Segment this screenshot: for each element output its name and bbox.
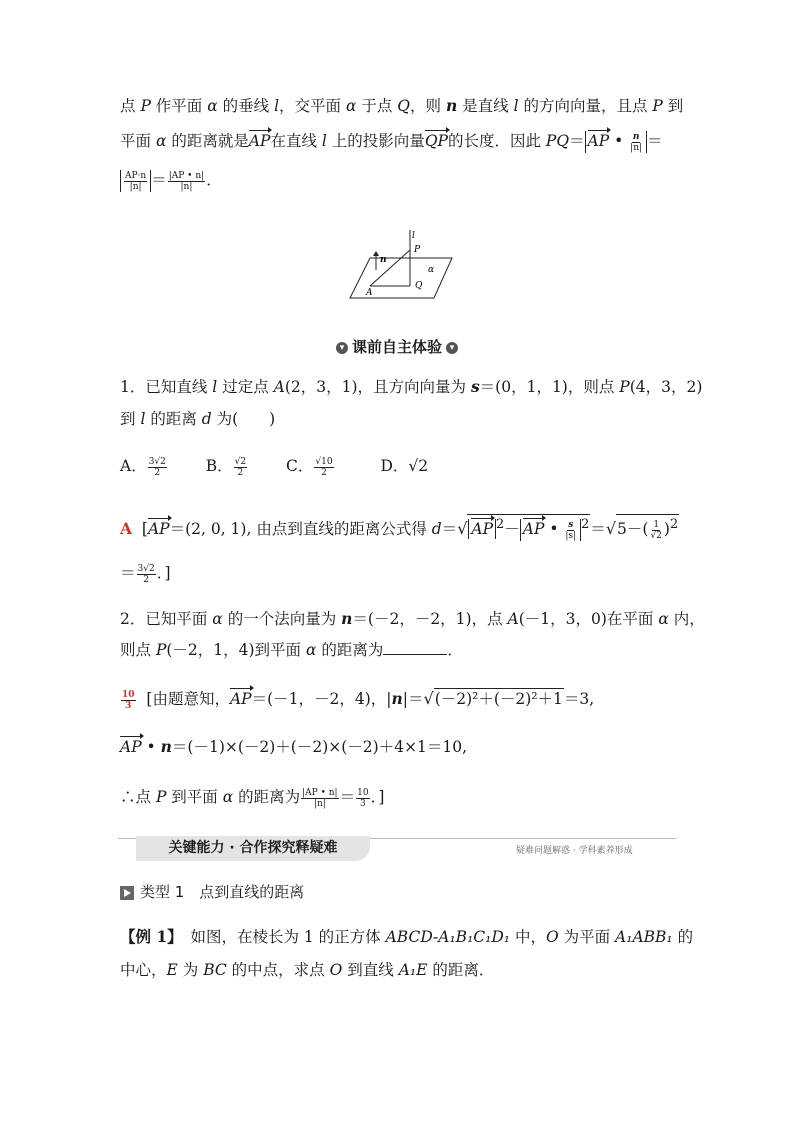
answer-2-line-1: $\frac{10}{3}$ [由题意知，AP＝(－1，－2，4)，|n|＝√(－2)²＋(－2)²＋1＝3, <box>122 689 595 711</box>
banner-subtitle: 疑难问题解惑 · 学科素养形成 <box>516 846 633 856</box>
q1-line-2: 到 l 的距离 d 为( ) <box>120 410 276 428</box>
answer-2-line-2: AP • n＝(－1)×(－2)＋(－2)×(－2)＋4×1＝10, <box>120 737 468 756</box>
intro-line-2: 平面 α 的距离就是AP在直线 l 上的投影向量QP的长度．因此 PQ＝ AP • $\frac{n}{|n|}$ ＝ <box>120 131 663 153</box>
fig-label-alpha: α <box>428 265 435 275</box>
q1-options <box>120 456 428 478</box>
answer-blank[interactable] <box>383 640 447 655</box>
chevron-down-icon: ▾ <box>446 342 458 354</box>
q2-line-2: 则点 P(－2，1，4)到平面 α 的距离为 ． <box>120 641 463 659</box>
option-c: C． $\frac{√10}{2}$ <box>286 456 333 478</box>
option-a: A． $\frac{3√2}{2}$ <box>120 456 166 478</box>
q1-line-1: 1．已知直线 l 过定点 A(2，3，1)，且方向向量为 s＝(0，1，1)，则点 P(4，3，2) <box>120 377 703 396</box>
fig-label-Q: Q <box>415 281 423 291</box>
fig-label-l: l <box>412 231 415 241</box>
example-1-line-2: 中心，E 为 BC 的中点，求点 O 到直线 A₁E 的距离． <box>120 961 495 979</box>
intro-line-1: 点 P 作平面 α 的垂线 l，交平面 α 于点 Q，则 n 是直线 l 的方向向量，且点 P 到 <box>120 96 684 115</box>
answer-1-line-1: A [AP＝(2, 0, 1), 由点到直线的距离公式得 d＝√ AP $^2$－ AP • $\frac{s}{|s|}$ $^2$＝√5－( $\frac{1}{√2}$ )$^2$ <box>120 514 679 541</box>
fig-label-n: n <box>380 255 387 265</box>
chevron-down-icon: ▾ <box>336 342 348 354</box>
answer-2-line-3: ∴点 P 到平面 α 的距离为 $\frac{|AP • n|}{|n|}$ ＝ $\frac{10}{3}$ ．] <box>120 787 385 809</box>
play-icon <box>120 886 134 900</box>
section-banner: 关键能力 · 合作探究释疑难 <box>136 836 370 861</box>
plane-projection-figure <box>340 226 460 304</box>
type-1-heading: 类型 1 点到直线的距离 <box>120 882 304 902</box>
option-d: D．√2 <box>380 457 429 475</box>
fig-label-P: P <box>414 245 421 255</box>
option-b: B． $\frac{√2}{2}$ <box>205 456 247 478</box>
intro-line-3: $\frac{AP\cdot n}{|n|}$ ＝ $\frac{|AP • n|}{|n|}$ ． <box>120 170 222 192</box>
example-1-line-1: 【例 1】 如图，在棱长为 1 的正方体 ABCD-A₁B₁C₁D₁ 中，O 为平面 A₁ABB₁ 的 <box>120 927 694 946</box>
fig-label-A: A <box>366 288 373 298</box>
section-title: ▾ 课前自主体验 ▾ <box>0 336 794 357</box>
q2-line-1: 2．已知平面 α 的一个法向量为 n＝(－2，－2，1)，点 A(－1，3，0)在平面 α 内， <box>120 609 705 628</box>
answer-1-line-2: ＝ $\frac{3√2}{2}$ ．] <box>120 563 171 585</box>
